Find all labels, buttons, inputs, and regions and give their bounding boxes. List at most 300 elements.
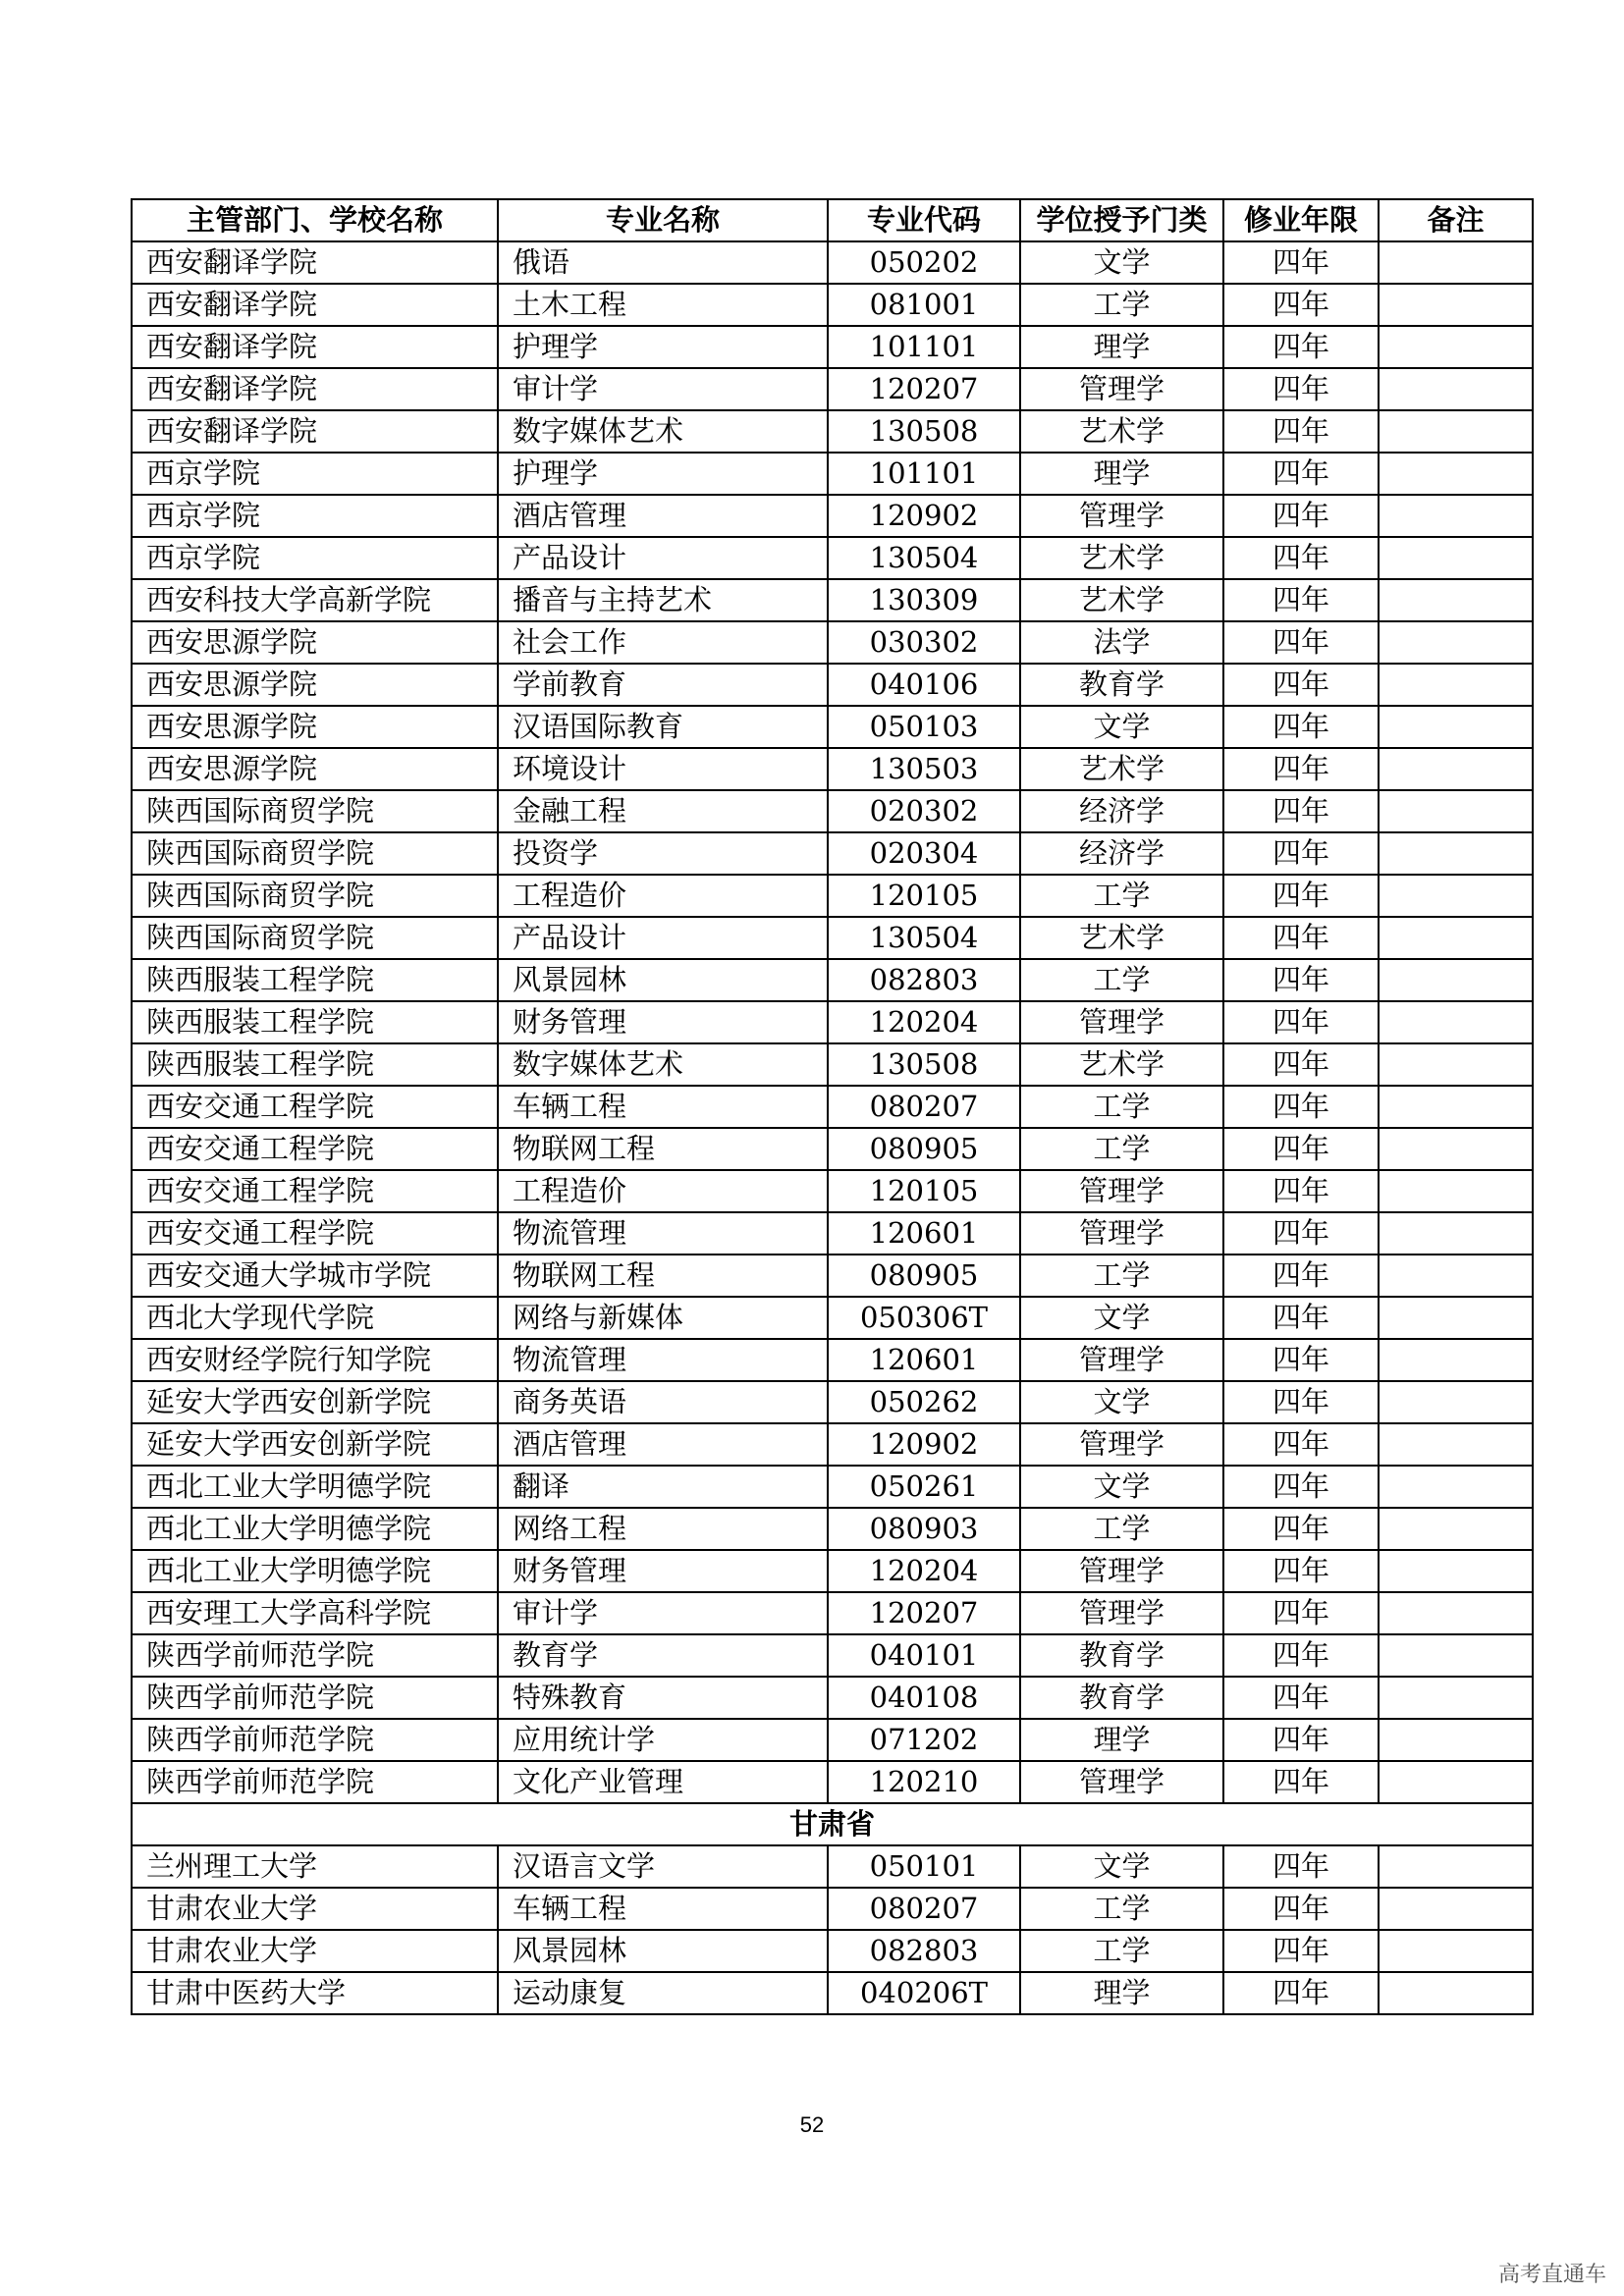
remarks-cell — [1379, 1466, 1533, 1508]
remarks-cell — [1379, 495, 1533, 537]
duration-cell: 四年 — [1223, 326, 1379, 368]
school-cell: 西安交通工程学院 — [132, 1128, 498, 1170]
duration-cell: 四年 — [1223, 495, 1379, 537]
degree-cell: 管理学 — [1020, 1212, 1223, 1255]
table-row — [132, 1972, 1533, 2014]
table-row — [132, 537, 1533, 579]
duration-cell: 四年 — [1223, 1719, 1379, 1761]
degree-cell: 工学 — [1020, 1508, 1223, 1550]
table-row — [132, 1297, 1533, 1339]
degree-cell: 艺术学 — [1020, 748, 1223, 790]
school-cell: 陕西服装工程学院 — [132, 1043, 498, 1086]
major-cell: 文化产业管理 — [498, 1761, 828, 1803]
remarks-cell — [1379, 1677, 1533, 1719]
remarks-cell — [1379, 1339, 1533, 1381]
school-cell: 西安翻译学院 — [132, 326, 498, 368]
remarks-cell — [1379, 621, 1533, 664]
table-row — [132, 453, 1533, 495]
code-cell: 080905 — [828, 1128, 1020, 1170]
duration-cell: 四年 — [1223, 1508, 1379, 1550]
remarks-cell — [1379, 1170, 1533, 1212]
duration-cell: 四年 — [1223, 1001, 1379, 1043]
code-cell: 130504 — [828, 537, 1020, 579]
school-cell: 西安科技大学高新学院 — [132, 579, 498, 621]
major-cell: 产品设计 — [498, 917, 828, 959]
school-cell: 西安翻译学院 — [132, 284, 498, 326]
province-heading: 甘肃省 — [132, 1803, 1533, 1845]
code-cell: 082803 — [828, 1930, 1020, 1972]
major-cell: 社会工作 — [498, 621, 828, 664]
table-row — [132, 410, 1533, 453]
degree-cell: 管理学 — [1020, 1761, 1223, 1803]
code-cell: 050103 — [828, 706, 1020, 748]
degree-cell: 工学 — [1020, 1255, 1223, 1297]
duration-cell: 四年 — [1223, 1255, 1379, 1297]
table-row — [132, 1381, 1533, 1423]
degree-cell: 管理学 — [1020, 1550, 1223, 1592]
table-row — [132, 241, 1533, 284]
school-cell: 甘肃农业大学 — [132, 1888, 498, 1930]
degree-cell: 艺术学 — [1020, 537, 1223, 579]
major-cell: 应用统计学 — [498, 1719, 828, 1761]
duration-cell: 四年 — [1223, 453, 1379, 495]
code-cell: 040108 — [828, 1677, 1020, 1719]
remarks-cell — [1379, 832, 1533, 875]
school-cell: 西北大学现代学院 — [132, 1297, 498, 1339]
duration-cell: 四年 — [1223, 241, 1379, 284]
duration-cell: 四年 — [1223, 1845, 1379, 1888]
table-row — [132, 917, 1533, 959]
duration-cell: 四年 — [1223, 832, 1379, 875]
duration-cell: 四年 — [1223, 1466, 1379, 1508]
school-cell: 西北工业大学明德学院 — [132, 1550, 498, 1592]
table-row — [132, 1043, 1533, 1086]
duration-cell: 四年 — [1223, 959, 1379, 1001]
remarks-cell — [1379, 959, 1533, 1001]
duration-cell: 四年 — [1223, 1043, 1379, 1086]
table-row — [132, 1930, 1533, 1972]
school-cell: 西安思源学院 — [132, 748, 498, 790]
degree-cell: 理学 — [1020, 1972, 1223, 2014]
major-cell: 学前教育 — [498, 664, 828, 706]
code-cell: 040106 — [828, 664, 1020, 706]
major-cell: 物联网工程 — [498, 1255, 828, 1297]
code-cell: 080207 — [828, 1888, 1020, 1930]
major-cell: 审计学 — [498, 1592, 828, 1634]
major-cell: 数字媒体艺术 — [498, 1043, 828, 1086]
school-cell: 西京学院 — [132, 537, 498, 579]
major-cell: 产品设计 — [498, 537, 828, 579]
duration-cell: 四年 — [1223, 1339, 1379, 1381]
degree-cell: 管理学 — [1020, 1170, 1223, 1212]
header-row — [132, 199, 1533, 241]
header-school: 主管部门、学校名称 — [132, 199, 498, 241]
school-cell: 西安思源学院 — [132, 706, 498, 748]
code-cell: 130309 — [828, 579, 1020, 621]
degree-cell: 工学 — [1020, 284, 1223, 326]
code-cell: 020302 — [828, 790, 1020, 832]
major-cell: 工程造价 — [498, 1170, 828, 1212]
remarks-cell — [1379, 1508, 1533, 1550]
duration-cell: 四年 — [1223, 1170, 1379, 1212]
page-number: 52 — [799, 2112, 825, 2137]
table-row — [132, 832, 1533, 875]
degree-cell: 法学 — [1020, 621, 1223, 664]
degree-cell: 理学 — [1020, 1719, 1223, 1761]
table-row — [132, 1761, 1533, 1803]
school-cell: 西安交通工程学院 — [132, 1170, 498, 1212]
major-cell: 翻译 — [498, 1466, 828, 1508]
province-row — [132, 1803, 1533, 1845]
code-cell: 080905 — [828, 1255, 1020, 1297]
school-cell: 西安翻译学院 — [132, 241, 498, 284]
degree-cell: 文学 — [1020, 1845, 1223, 1888]
remarks-cell — [1379, 706, 1533, 748]
code-cell: 120105 — [828, 1170, 1020, 1212]
school-cell: 西北工业大学明德学院 — [132, 1466, 498, 1508]
code-cell: 020304 — [828, 832, 1020, 875]
remarks-cell — [1379, 326, 1533, 368]
duration-cell: 四年 — [1223, 284, 1379, 326]
duration-cell: 四年 — [1223, 1212, 1379, 1255]
school-cell: 西北工业大学明德学院 — [132, 1508, 498, 1550]
header-remarks: 备注 — [1379, 199, 1533, 241]
major-cell: 俄语 — [498, 241, 828, 284]
school-cell: 西安交通工程学院 — [132, 1212, 498, 1255]
table-row — [132, 1212, 1533, 1255]
table-row — [132, 1550, 1533, 1592]
degree-cell: 管理学 — [1020, 1592, 1223, 1634]
degree-cell: 管理学 — [1020, 1339, 1223, 1381]
degree-cell: 工学 — [1020, 1086, 1223, 1128]
school-cell: 西安思源学院 — [132, 664, 498, 706]
table-row — [132, 1086, 1533, 1128]
degree-cell: 教育学 — [1020, 664, 1223, 706]
school-cell: 陕西国际商贸学院 — [132, 875, 498, 917]
table-row — [132, 1339, 1533, 1381]
table-header — [132, 199, 1533, 241]
degree-cell: 理学 — [1020, 326, 1223, 368]
code-cell: 050306T — [828, 1297, 1020, 1339]
school-cell: 陕西学前师范学院 — [132, 1761, 498, 1803]
school-cell: 西安交通工程学院 — [132, 1086, 498, 1128]
degree-cell: 工学 — [1020, 959, 1223, 1001]
code-cell: 101101 — [828, 326, 1020, 368]
code-cell: 120207 — [828, 1592, 1020, 1634]
school-cell: 兰州理工大学 — [132, 1845, 498, 1888]
school-cell: 西京学院 — [132, 495, 498, 537]
header-degree: 学位授予门类 — [1020, 199, 1223, 241]
code-cell: 120204 — [828, 1550, 1020, 1592]
school-cell: 陕西国际商贸学院 — [132, 832, 498, 875]
major-cell: 商务英语 — [498, 1381, 828, 1423]
duration-cell: 四年 — [1223, 1592, 1379, 1634]
major-cell: 风景园林 — [498, 959, 828, 1001]
code-cell: 050261 — [828, 1466, 1020, 1508]
code-cell: 120601 — [828, 1339, 1020, 1381]
remarks-cell — [1379, 1845, 1533, 1888]
degree-cell: 工学 — [1020, 1888, 1223, 1930]
code-cell: 120204 — [828, 1001, 1020, 1043]
table-row — [132, 1466, 1533, 1508]
remarks-cell — [1379, 917, 1533, 959]
degree-cell: 工学 — [1020, 1930, 1223, 1972]
table-row — [132, 1677, 1533, 1719]
table-row — [132, 495, 1533, 537]
code-cell: 071202 — [828, 1719, 1020, 1761]
table-row — [132, 368, 1533, 410]
table-row — [132, 875, 1533, 917]
school-cell: 陕西服装工程学院 — [132, 959, 498, 1001]
duration-cell: 四年 — [1223, 664, 1379, 706]
remarks-cell — [1379, 1381, 1533, 1423]
remarks-cell — [1379, 1888, 1533, 1930]
table-row — [132, 1719, 1533, 1761]
table-row — [132, 326, 1533, 368]
degree-cell: 管理学 — [1020, 1423, 1223, 1466]
degree-cell: 经济学 — [1020, 832, 1223, 875]
remarks-cell — [1379, 453, 1533, 495]
duration-cell: 四年 — [1223, 579, 1379, 621]
table-row — [132, 1255, 1533, 1297]
major-cell: 汉语国际教育 — [498, 706, 828, 748]
header-code: 专业代码 — [828, 199, 1020, 241]
major-cell: 教育学 — [498, 1634, 828, 1677]
table-row — [132, 284, 1533, 326]
remarks-cell — [1379, 1086, 1533, 1128]
school-cell: 西安理工大学高科学院 — [132, 1592, 498, 1634]
school-cell: 西安翻译学院 — [132, 368, 498, 410]
duration-cell: 四年 — [1223, 621, 1379, 664]
code-cell: 050202 — [828, 241, 1020, 284]
remarks-cell — [1379, 537, 1533, 579]
remarks-cell — [1379, 1297, 1533, 1339]
school-cell: 西京学院 — [132, 453, 498, 495]
school-cell: 甘肃农业大学 — [132, 1930, 498, 1972]
major-cell: 投资学 — [498, 832, 828, 875]
duration-cell: 四年 — [1223, 1550, 1379, 1592]
remarks-cell — [1379, 790, 1533, 832]
major-cell: 土木工程 — [498, 284, 828, 326]
table-row — [132, 1423, 1533, 1466]
remarks-cell — [1379, 1972, 1533, 2014]
table-row — [132, 1888, 1533, 1930]
school-cell: 西安财经学院行知学院 — [132, 1339, 498, 1381]
code-cell: 050101 — [828, 1845, 1020, 1888]
code-cell: 080903 — [828, 1508, 1020, 1550]
remarks-cell — [1379, 1423, 1533, 1466]
duration-cell: 四年 — [1223, 1128, 1379, 1170]
school-cell: 甘肃中医药大学 — [132, 1972, 498, 2014]
remarks-cell — [1379, 748, 1533, 790]
code-cell: 040206T — [828, 1972, 1020, 2014]
remarks-cell — [1379, 1930, 1533, 1972]
code-cell: 040101 — [828, 1634, 1020, 1677]
major-cell: 酒店管理 — [498, 1423, 828, 1466]
school-cell: 陕西国际商贸学院 — [132, 790, 498, 832]
remarks-cell — [1379, 1719, 1533, 1761]
degree-cell: 管理学 — [1020, 1001, 1223, 1043]
degree-cell: 文学 — [1020, 1466, 1223, 1508]
degree-cell: 工学 — [1020, 875, 1223, 917]
table-row — [132, 1845, 1533, 1888]
major-cell: 护理学 — [498, 453, 828, 495]
remarks-cell — [1379, 1761, 1533, 1803]
duration-cell: 四年 — [1223, 1677, 1379, 1719]
code-cell: 082803 — [828, 959, 1020, 1001]
major-cell: 播音与主持艺术 — [498, 579, 828, 621]
school-cell: 陕西学前师范学院 — [132, 1677, 498, 1719]
duration-cell: 四年 — [1223, 706, 1379, 748]
code-cell: 130504 — [828, 917, 1020, 959]
duration-cell: 四年 — [1223, 748, 1379, 790]
remarks-cell — [1379, 1255, 1533, 1297]
duration-cell: 四年 — [1223, 1634, 1379, 1677]
major-cell: 汉语言文学 — [498, 1845, 828, 1888]
duration-cell: 四年 — [1223, 790, 1379, 832]
degree-cell: 管理学 — [1020, 368, 1223, 410]
remarks-cell — [1379, 664, 1533, 706]
school-cell: 延安大学西安创新学院 — [132, 1381, 498, 1423]
code-cell: 120105 — [828, 875, 1020, 917]
duration-cell: 四年 — [1223, 1888, 1379, 1930]
school-cell: 陕西学前师范学院 — [132, 1719, 498, 1761]
duration-cell: 四年 — [1223, 1972, 1379, 2014]
duration-cell: 四年 — [1223, 368, 1379, 410]
table-row — [132, 748, 1533, 790]
code-cell: 101101 — [828, 453, 1020, 495]
remarks-cell — [1379, 1128, 1533, 1170]
degree-cell: 文学 — [1020, 706, 1223, 748]
duration-cell: 四年 — [1223, 1761, 1379, 1803]
duration-cell: 四年 — [1223, 1381, 1379, 1423]
degree-cell: 工学 — [1020, 1128, 1223, 1170]
table-row — [132, 1128, 1533, 1170]
degree-cell: 理学 — [1020, 453, 1223, 495]
code-cell: 080207 — [828, 1086, 1020, 1128]
table-body — [132, 241, 1533, 2014]
major-cell: 财务管理 — [498, 1550, 828, 1592]
major-cell: 车辆工程 — [498, 1086, 828, 1128]
remarks-cell — [1379, 579, 1533, 621]
table-row — [132, 1170, 1533, 1212]
table-row — [132, 1592, 1533, 1634]
header-major: 专业名称 — [498, 199, 828, 241]
code-cell: 050262 — [828, 1381, 1020, 1423]
degree-cell: 教育学 — [1020, 1677, 1223, 1719]
header-duration: 修业年限 — [1223, 199, 1379, 241]
degree-cell: 文学 — [1020, 1297, 1223, 1339]
degree-cell: 教育学 — [1020, 1634, 1223, 1677]
major-cell: 环境设计 — [498, 748, 828, 790]
school-cell: 陕西国际商贸学院 — [132, 917, 498, 959]
code-cell: 120210 — [828, 1761, 1020, 1803]
major-cell: 物流管理 — [498, 1212, 828, 1255]
remarks-cell — [1379, 1550, 1533, 1592]
major-cell: 工程造价 — [498, 875, 828, 917]
duration-cell: 四年 — [1223, 1086, 1379, 1128]
code-cell: 120902 — [828, 1423, 1020, 1466]
code-cell: 130508 — [828, 1043, 1020, 1086]
school-cell: 陕西学前师范学院 — [132, 1634, 498, 1677]
remarks-cell — [1379, 1634, 1533, 1677]
remarks-cell — [1379, 875, 1533, 917]
duration-cell: 四年 — [1223, 1423, 1379, 1466]
code-cell: 120601 — [828, 1212, 1020, 1255]
major-cell: 网络工程 — [498, 1508, 828, 1550]
table-row — [132, 1001, 1533, 1043]
major-cell: 运动康复 — [498, 1972, 828, 2014]
major-cell: 车辆工程 — [498, 1888, 828, 1930]
major-cell: 特殊教育 — [498, 1677, 828, 1719]
degree-cell: 文学 — [1020, 1381, 1223, 1423]
remarks-cell — [1379, 241, 1533, 284]
table-row — [132, 1634, 1533, 1677]
code-cell: 120902 — [828, 495, 1020, 537]
remarks-cell — [1379, 1592, 1533, 1634]
table-row — [132, 959, 1533, 1001]
watermark: 高考直通车 — [1497, 2263, 1606, 2287]
major-cell: 数字媒体艺术 — [498, 410, 828, 453]
degree-cell: 经济学 — [1020, 790, 1223, 832]
code-cell: 130503 — [828, 748, 1020, 790]
duration-cell: 四年 — [1223, 537, 1379, 579]
major-cell: 网络与新媒体 — [498, 1297, 828, 1339]
degree-cell: 管理学 — [1020, 495, 1223, 537]
major-cell: 风景园林 — [498, 1930, 828, 1972]
table-row — [132, 790, 1533, 832]
major-cell: 金融工程 — [498, 790, 828, 832]
table-row — [132, 664, 1533, 706]
remarks-cell — [1379, 1043, 1533, 1086]
remarks-cell — [1379, 284, 1533, 326]
school-cell: 西安翻译学院 — [132, 410, 498, 453]
code-cell: 120207 — [828, 368, 1020, 410]
duration-cell: 四年 — [1223, 410, 1379, 453]
degree-cell: 艺术学 — [1020, 1043, 1223, 1086]
major-cell: 酒店管理 — [498, 495, 828, 537]
school-cell: 延安大学西安创新学院 — [132, 1423, 498, 1466]
table-row — [132, 706, 1533, 748]
degree-cell: 艺术学 — [1020, 410, 1223, 453]
table-row — [132, 579, 1533, 621]
major-cell: 物联网工程 — [498, 1128, 828, 1170]
code-cell: 030302 — [828, 621, 1020, 664]
school-cell: 西安思源学院 — [132, 621, 498, 664]
duration-cell: 四年 — [1223, 917, 1379, 959]
major-cell: 审计学 — [498, 368, 828, 410]
degree-cell: 艺术学 — [1020, 917, 1223, 959]
school-cell: 陕西服装工程学院 — [132, 1001, 498, 1043]
duration-cell: 四年 — [1223, 1930, 1379, 1972]
major-cell: 护理学 — [498, 326, 828, 368]
duration-cell: 四年 — [1223, 1297, 1379, 1339]
remarks-cell — [1379, 368, 1533, 410]
degree-cell: 艺术学 — [1020, 579, 1223, 621]
code-cell: 130508 — [828, 410, 1020, 453]
school-cell: 西安交通大学城市学院 — [132, 1255, 498, 1297]
degree-cell: 文学 — [1020, 241, 1223, 284]
duration-cell: 四年 — [1223, 875, 1379, 917]
table-row — [132, 621, 1533, 664]
remarks-cell — [1379, 410, 1533, 453]
table-row — [132, 1508, 1533, 1550]
remarks-cell — [1379, 1001, 1533, 1043]
major-cell: 财务管理 — [498, 1001, 828, 1043]
code-cell: 081001 — [828, 284, 1020, 326]
remarks-cell — [1379, 1212, 1533, 1255]
major-cell: 物流管理 — [498, 1339, 828, 1381]
